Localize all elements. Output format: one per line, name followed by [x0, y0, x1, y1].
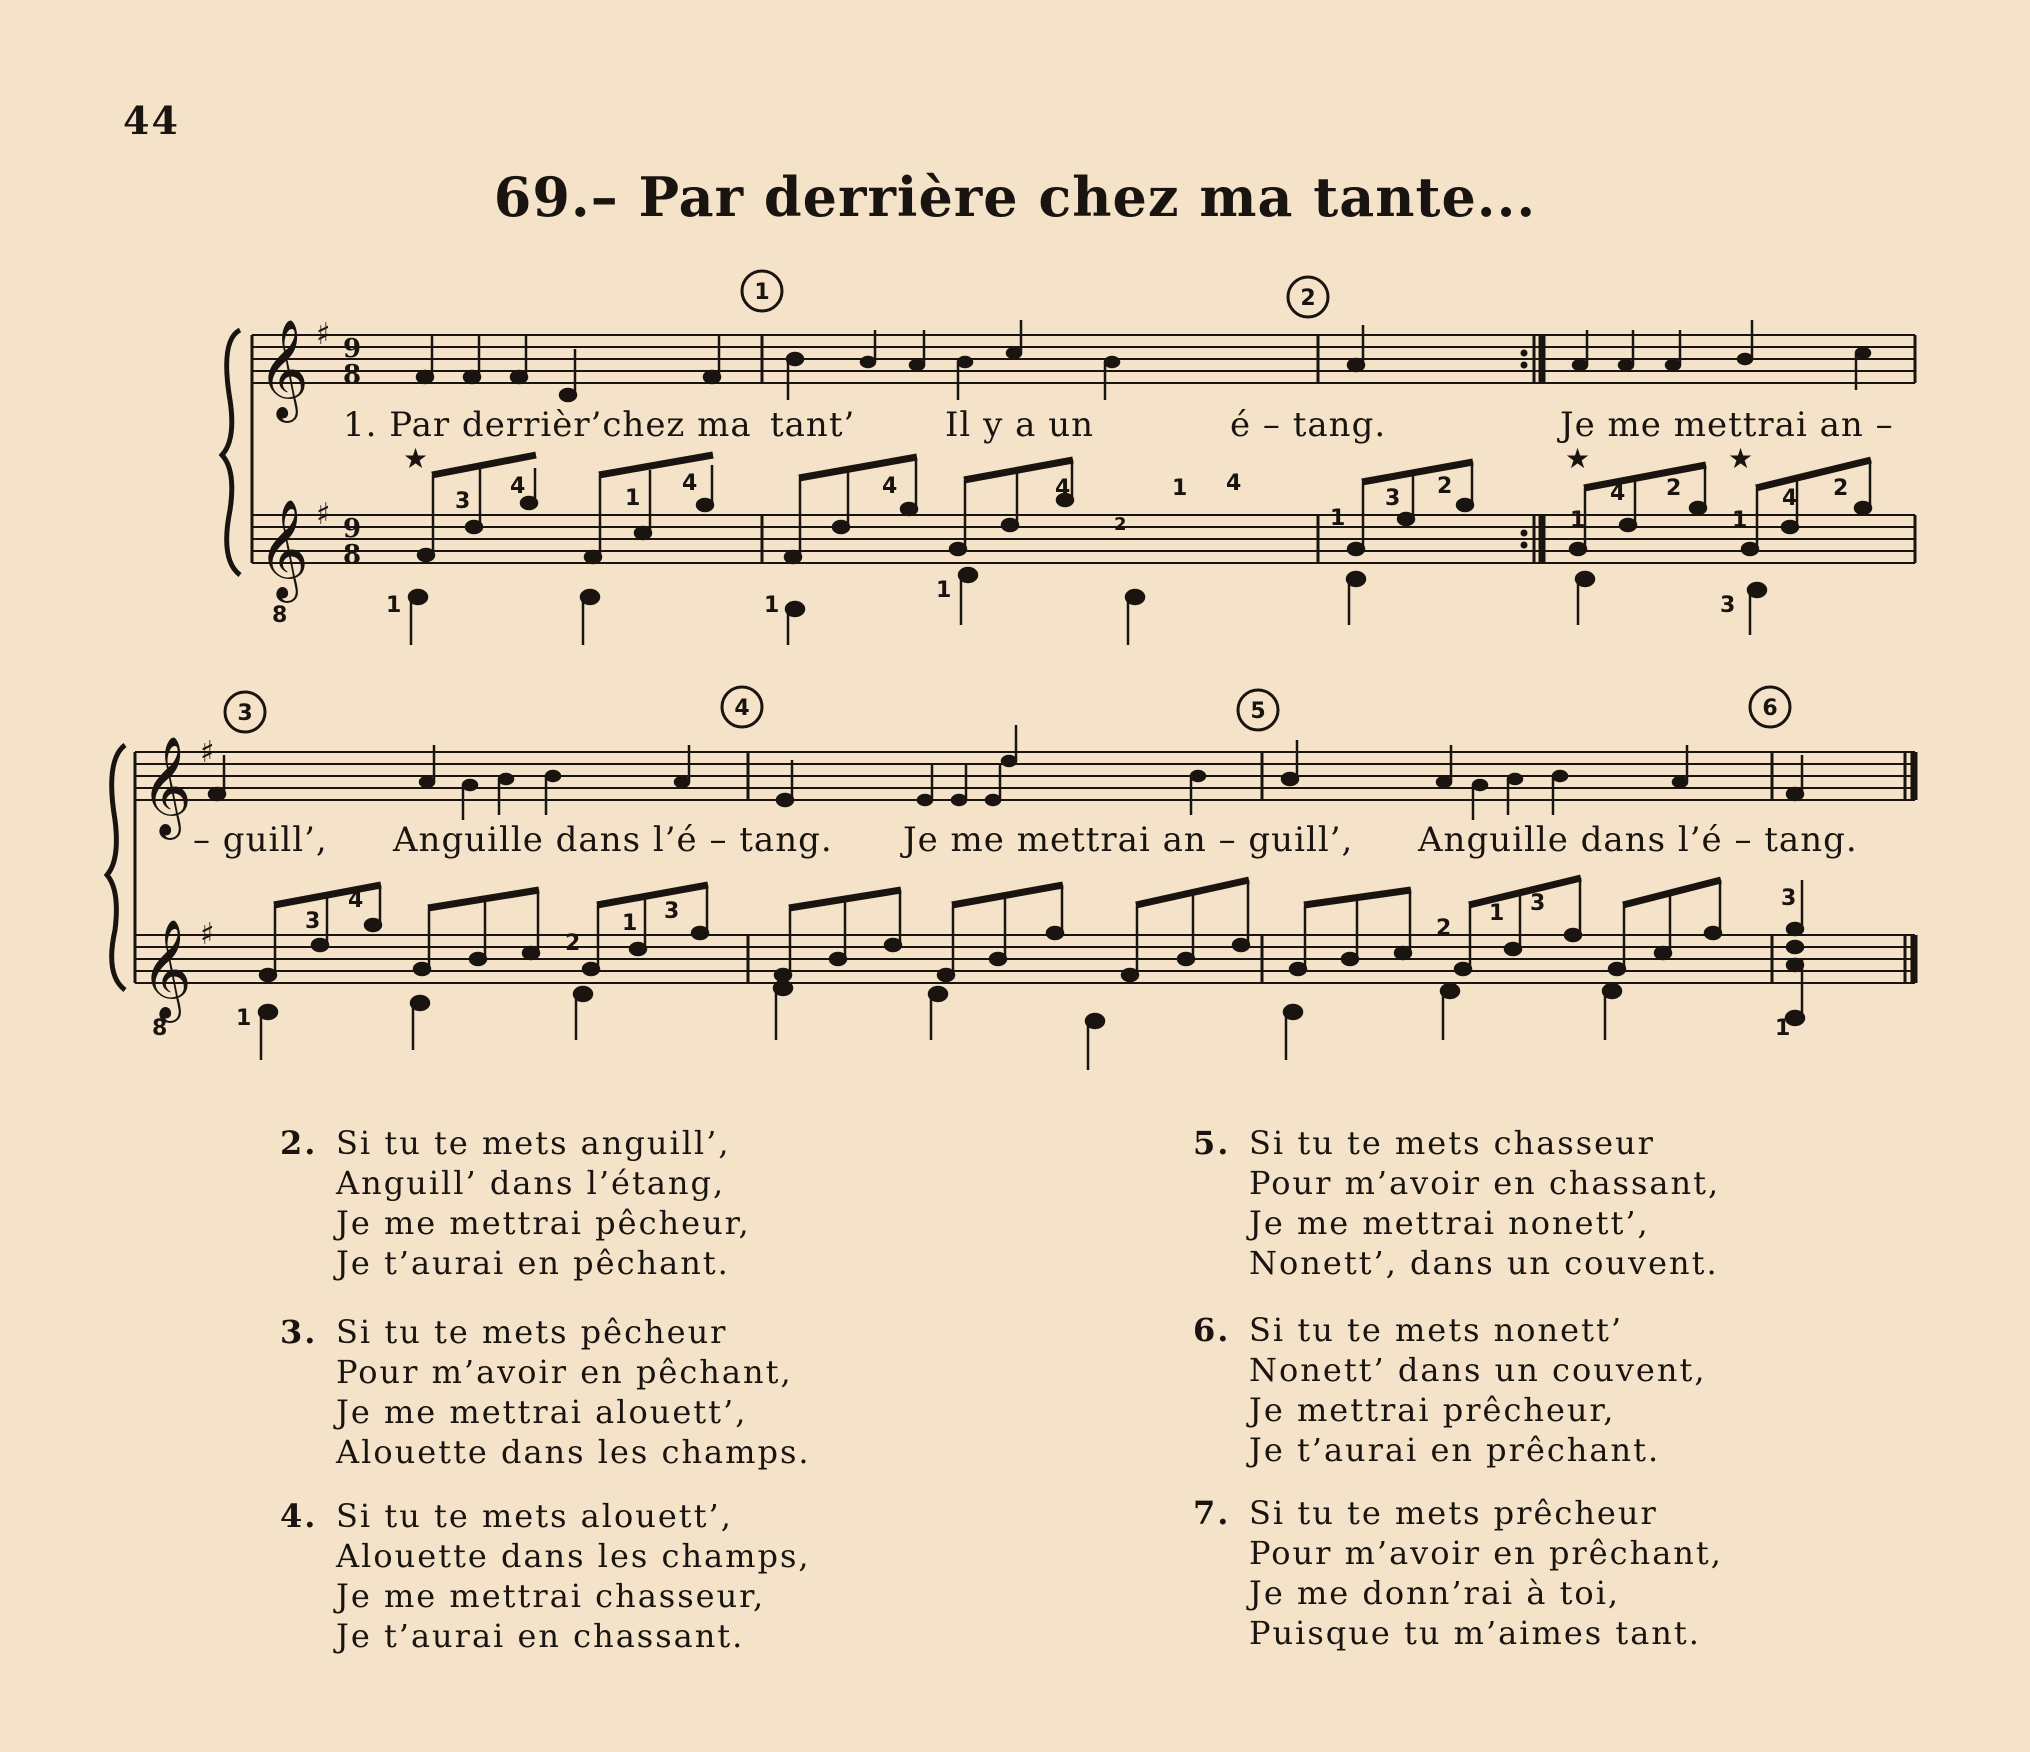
verse-number: 6.: [1193, 1311, 1231, 1349]
svg-text:1: 1: [1489, 901, 1505, 926]
lyric: Je me mettrai an – guill’,: [903, 820, 1354, 860]
svg-text:4: 4: [510, 474, 526, 499]
verse-number: 7.: [1193, 1494, 1231, 1532]
svg-text:1: 1: [622, 911, 638, 936]
verse-line: Je t’aurai en chassant.: [336, 1617, 745, 1655]
verse-line: Nonett’, dans un couvent.: [1249, 1244, 1719, 1282]
svg-text:4: 4: [1226, 471, 1242, 496]
verse-line: Puisque tu m’aimes tant.: [1249, 1614, 1701, 1652]
svg-text:3: 3: [305, 909, 321, 934]
measure-number: 2: [1300, 286, 1316, 311]
verse-line: Je mettrai prêcheur,: [1249, 1391, 1616, 1429]
time-signature: 9: [343, 334, 362, 364]
time-signature: 8: [343, 540, 362, 570]
svg-text:2: 2: [1437, 474, 1453, 499]
sharp-icon: ♯: [200, 917, 215, 952]
svg-text:3: 3: [1530, 891, 1546, 916]
system2-guitar-notes: [259, 878, 1804, 1070]
svg-text:2: 2: [1436, 916, 1452, 941]
svg-text:3: 3: [1385, 486, 1401, 511]
measure-number: 1: [754, 280, 770, 305]
sharp-icon: ♯: [200, 735, 215, 770]
verse-line: Je me mettrai alouett’,: [336, 1393, 748, 1431]
verse-line: Si tu te mets prêcheur: [1249, 1494, 1658, 1532]
svg-text:4: 4: [1055, 476, 1071, 501]
verse: [1193, 1310, 1706, 1470]
svg-text:2: 2: [565, 931, 581, 956]
verse-line: Nonett’ dans un couvent,: [1249, 1351, 1707, 1389]
repeat-dots: [1521, 350, 1528, 549]
svg-text:1: 1: [1330, 506, 1346, 531]
page-number: 44: [123, 98, 180, 143]
verse-line: Je t’aurai en pêchant.: [336, 1244, 730, 1282]
lyric: 1. Par derrièr’chez ma: [343, 405, 752, 445]
svg-text:2: 2: [1666, 476, 1682, 501]
system2-guitar-staff: [135, 935, 1915, 983]
verse: [1193, 1493, 1723, 1653]
svg-text:4: 4: [1610, 481, 1626, 506]
system1-guitar-staff: [252, 515, 1915, 563]
verse-number: 2.: [280, 1124, 318, 1162]
system1-vocal-notes: [417, 320, 1870, 401]
svg-text:4: 4: [348, 888, 364, 913]
verse: [280, 1123, 751, 1283]
lyric: Anguille dans l’é – tang.: [393, 820, 833, 860]
time-signature: 9: [343, 514, 362, 544]
verse-line: Pour m’avoir en prêchant,: [1249, 1534, 1723, 1572]
system2-vocal-staff: [135, 752, 1915, 800]
verse-line: Pour m’avoir en pêchant,: [336, 1353, 793, 1391]
sharp-icon: ♯: [316, 317, 331, 352]
svg-text:1: 1: [1172, 476, 1188, 501]
lyric: Anguille dans l’é – tang.: [1418, 820, 1858, 860]
svg-text:1: 1: [625, 486, 641, 511]
verse-line: Je me donn’rai à toi,: [1249, 1574, 1621, 1612]
svg-text:2: 2: [1833, 476, 1849, 501]
verse-line: Si tu te mets anguill’,: [336, 1124, 731, 1162]
measure-number: 6: [1762, 696, 1778, 721]
verse-line: Alouette dans les champs,: [336, 1537, 811, 1575]
treble-clef-icon: 𝄞: [141, 736, 192, 836]
svg-text:2: 2: [1114, 514, 1127, 535]
svg-text:3: 3: [664, 899, 680, 924]
verse-line: Je me mettrai pêcheur,: [336, 1204, 751, 1242]
svg-text:★: ★: [1565, 442, 1591, 475]
verse-number: 4.: [280, 1497, 318, 1535]
verse-line: Je t’aurai en prêchant.: [1249, 1431, 1661, 1469]
svg-text:1: 1: [764, 593, 780, 618]
system2-barlines: [135, 752, 1905, 983]
lyric: tant’: [770, 405, 856, 445]
verse-line: Pour m’avoir en chassant,: [1249, 1164, 1721, 1202]
lyric: Je me mettrai an –: [1560, 405, 1894, 445]
verse-line: Je me mettrai chasseur,: [336, 1577, 766, 1615]
verse: [1193, 1123, 1720, 1283]
treble-clef-icon: 𝄞: [141, 919, 192, 1019]
verse-line: Si tu te mets nonett’: [1249, 1311, 1623, 1349]
svg-text:4: 4: [682, 471, 698, 496]
svg-text:3: 3: [1720, 593, 1736, 618]
svg-text:3: 3: [455, 489, 471, 514]
star-marks: [403, 442, 1753, 475]
treble-clef-icon: 𝄞: [258, 319, 309, 419]
lyric: é – tang.: [1230, 405, 1387, 445]
measure-number: 4: [734, 696, 750, 721]
octave-mark: 8: [152, 1016, 168, 1041]
verse-number: 5.: [1193, 1124, 1231, 1162]
song-title: 69.– Par derrière chez ma tante...: [493, 165, 1537, 229]
system1-barlines: [252, 335, 1915, 563]
system1-vocal-staff: [252, 335, 1915, 383]
svg-text:4: 4: [1782, 486, 1798, 511]
svg-text:1: 1: [386, 593, 402, 618]
verse-line: Je me mettrai nonett’,: [1249, 1204, 1650, 1242]
svg-text:★: ★: [403, 442, 429, 475]
verse: [280, 1312, 811, 1472]
lyric: Il y a un: [945, 405, 1095, 445]
verse: [280, 1496, 811, 1656]
svg-text:4: 4: [882, 474, 898, 499]
treble-clef-icon: 𝄞: [258, 499, 309, 599]
system2-brace: [107, 745, 125, 990]
svg-text:1: 1: [1732, 508, 1748, 533]
verse-number: 3.: [280, 1313, 318, 1351]
verse-line: Si tu te mets alouett’,: [336, 1497, 733, 1535]
svg-text:3: 3: [1781, 886, 1797, 911]
measure-number: 5: [1250, 699, 1266, 724]
svg-text:1: 1: [1570, 508, 1586, 533]
octave-mark: 8: [272, 603, 288, 628]
verse-line: Si tu te mets pêcheur: [336, 1313, 728, 1351]
measure-number: 3: [237, 701, 253, 726]
system1-brace: [222, 330, 240, 575]
svg-text:1: 1: [236, 1006, 252, 1031]
svg-text:★: ★: [1728, 442, 1754, 475]
svg-text:1: 1: [936, 578, 952, 603]
time-signature: 8: [343, 360, 362, 390]
verse-line: Alouette dans les champs.: [336, 1433, 811, 1471]
sharp-icon: ♯: [316, 497, 331, 532]
verse-line: Anguill’ dans l’étang,: [336, 1164, 726, 1202]
system2-vocal-notes: [209, 725, 1803, 820]
verse-line: Si tu te mets chasseur: [1249, 1124, 1655, 1162]
lyric: – guill’,: [193, 820, 328, 860]
svg-text:1: 1: [1775, 1016, 1791, 1041]
